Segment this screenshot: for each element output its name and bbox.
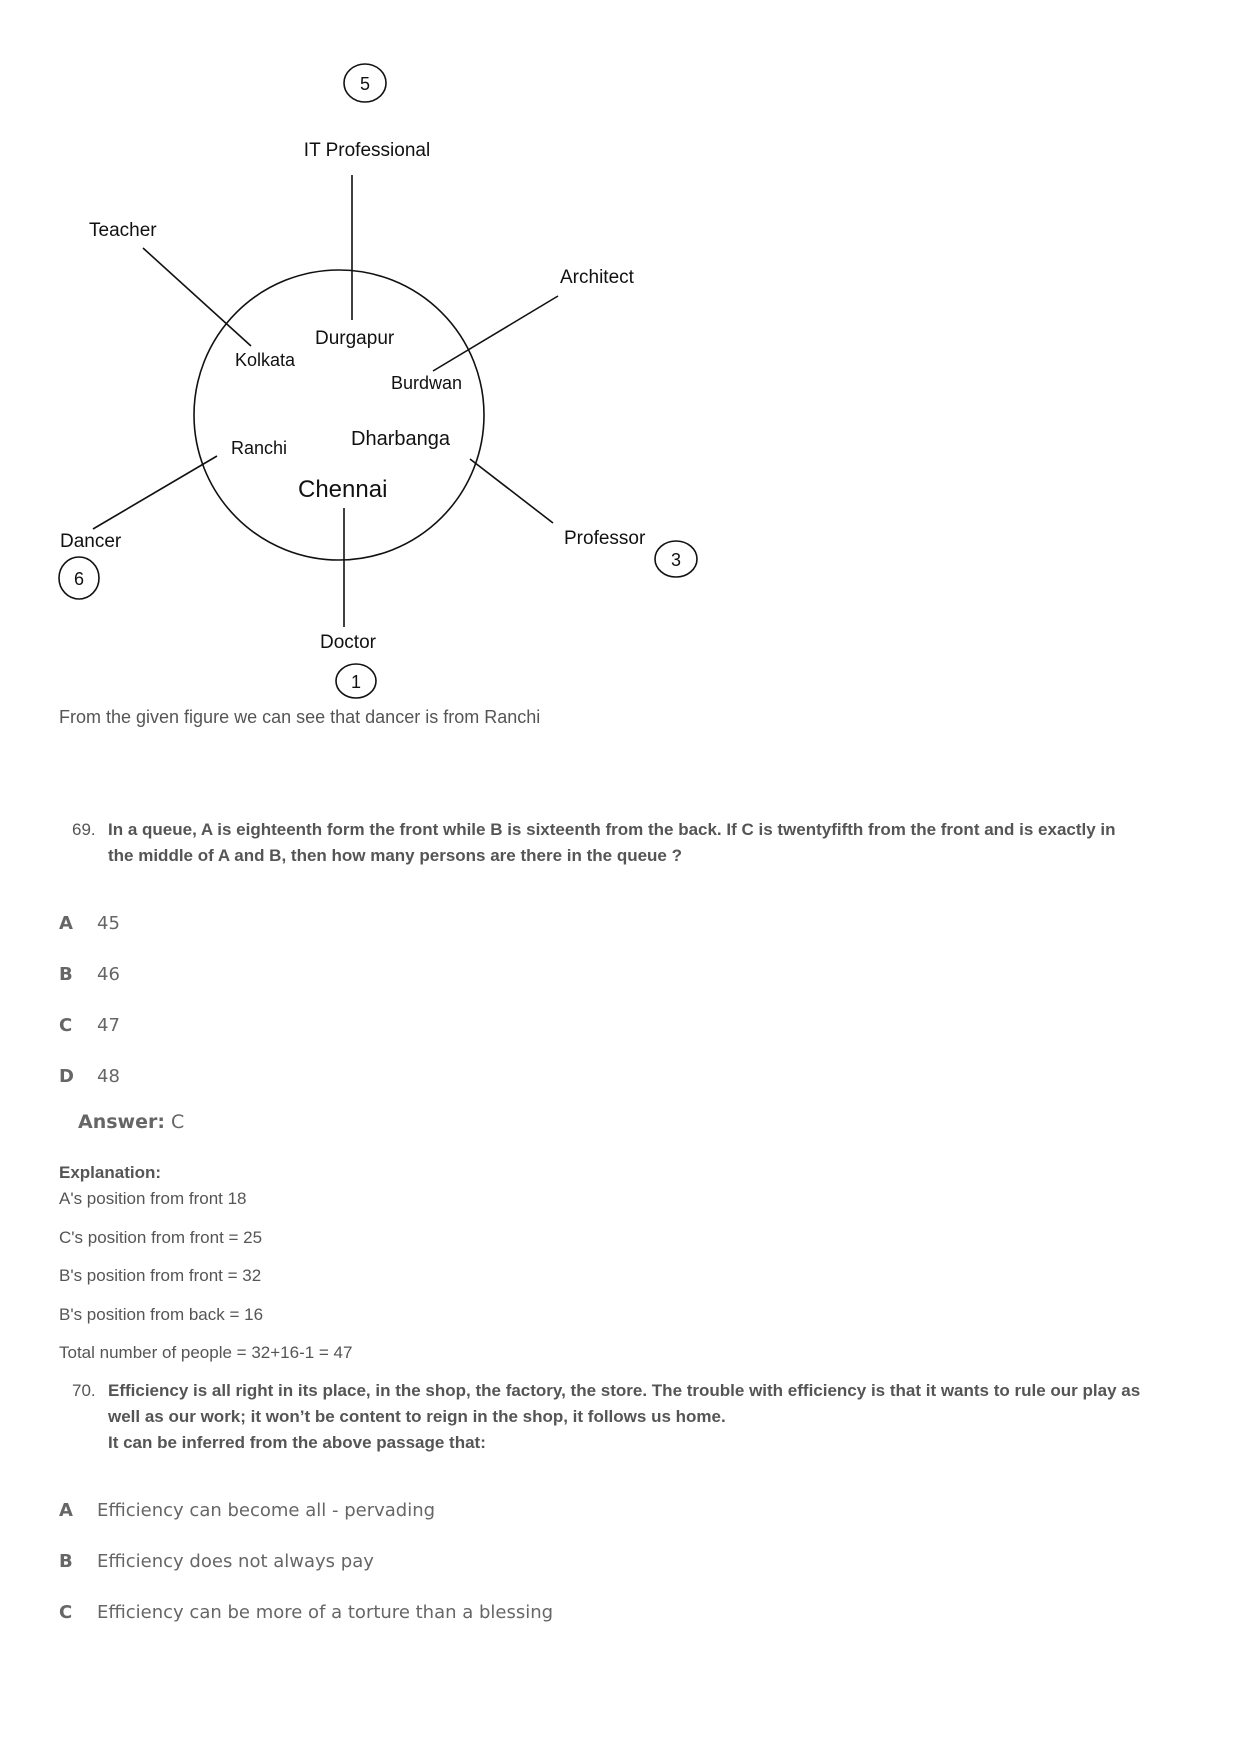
- explanation-line: B's position from back = 16: [59, 1305, 264, 1324]
- label-doctor: Doctor: [320, 632, 376, 653]
- option-letter: B: [59, 1551, 73, 1572]
- explanation-line: A's position from front 18: [59, 1189, 247, 1208]
- question-number: 70.: [72, 1381, 96, 1400]
- connector-professor: [470, 459, 553, 523]
- option-text: 46: [97, 964, 120, 985]
- label-kolkata: Kolkata: [235, 350, 296, 370]
- profession-city-diagram: [0, 0, 760, 700]
- label-chennai: Chennai: [298, 476, 388, 503]
- question-text: [108, 817, 1116, 869]
- option-text: 48: [97, 1066, 120, 1087]
- question-number: 69.: [72, 820, 96, 839]
- explanation-line: B's position from front = 32: [59, 1266, 262, 1285]
- option-b[interactable]: [59, 1551, 759, 1577]
- option-c[interactable]: [59, 1602, 759, 1628]
- option-letter: A: [59, 913, 73, 934]
- label-dharbanga: Dharbanga: [351, 428, 450, 450]
- question-line-1: Efficiency is all right in its place, in the shop, the factory, the store. The trouble with efficiency is that it wants to rule our play as: [108, 1381, 1141, 1400]
- answer-value: C: [171, 1111, 185, 1133]
- option-c[interactable]: [59, 1015, 259, 1041]
- circle-number-3-text: 3: [670, 550, 682, 570]
- label-durgapur: Durgapur: [315, 328, 395, 349]
- connector-teacher: [143, 248, 251, 346]
- option-text: Efficiency does not always pay: [97, 1551, 374, 1572]
- circle-number-5-text: 5: [359, 74, 371, 94]
- circle-number-1-text: 1: [350, 672, 362, 692]
- option-text: 45: [97, 913, 120, 934]
- figure-caption: From the given figure we can see that dancer is from Ranchi: [59, 707, 541, 727]
- option-letter: B: [59, 964, 73, 985]
- option-letter: A: [59, 1500, 73, 1521]
- answer-label: Answer:: [78, 1111, 165, 1133]
- city-circle: [194, 270, 484, 560]
- question-text: [108, 1378, 1140, 1456]
- option-b[interactable]: [59, 964, 259, 990]
- question-line-3: It can be inferred from the above passage that:: [108, 1433, 486, 1452]
- option-text: Efficiency can be more of a torture than a blessing: [97, 1602, 554, 1623]
- label-ranchi: Ranchi: [231, 438, 288, 458]
- option-letter: D: [59, 1066, 74, 1087]
- circle-number-6-text: 6: [73, 569, 85, 589]
- label-burdwan: Burdwan: [391, 373, 463, 393]
- question-line-2: the middle of A and B, then how many persons are there in the queue ?: [108, 846, 682, 865]
- answer-line: [78, 1111, 184, 1133]
- option-a[interactable]: [59, 913, 259, 939]
- label-it-professional: IT Professional: [303, 140, 431, 161]
- option-letter: C: [59, 1015, 73, 1036]
- explanation-line: Total number of people = 32+16-1 = 47: [59, 1343, 353, 1362]
- option-text: Efficiency can become all - pervading: [97, 1500, 436, 1521]
- option-d[interactable]: [59, 1066, 259, 1092]
- explanation-line: C's position from front = 25: [59, 1228, 263, 1247]
- question-69: [72, 817, 1182, 873]
- question-line-2: well as our work; it won’t be content to reign in the shop, it follows us home.: [108, 1407, 726, 1426]
- label-professor: Professor: [564, 528, 646, 549]
- option-text: 47: [97, 1015, 120, 1036]
- option-letter: C: [59, 1602, 73, 1623]
- explanation-title: Explanation:: [59, 1163, 162, 1182]
- label-dancer: Dancer: [60, 531, 122, 552]
- label-architect: Architect: [560, 267, 634, 288]
- question-line-1: In a queue, A is eighteenth form the front while B is sixteenth from the back. If C is twentyfifth from the front and is exactly in: [108, 820, 1116, 839]
- label-teacher: Teacher: [89, 220, 157, 241]
- connector-architect: [433, 296, 558, 371]
- question-70: [72, 1378, 1202, 1458]
- option-a[interactable]: [59, 1500, 759, 1526]
- connector-dancer: [93, 456, 217, 529]
